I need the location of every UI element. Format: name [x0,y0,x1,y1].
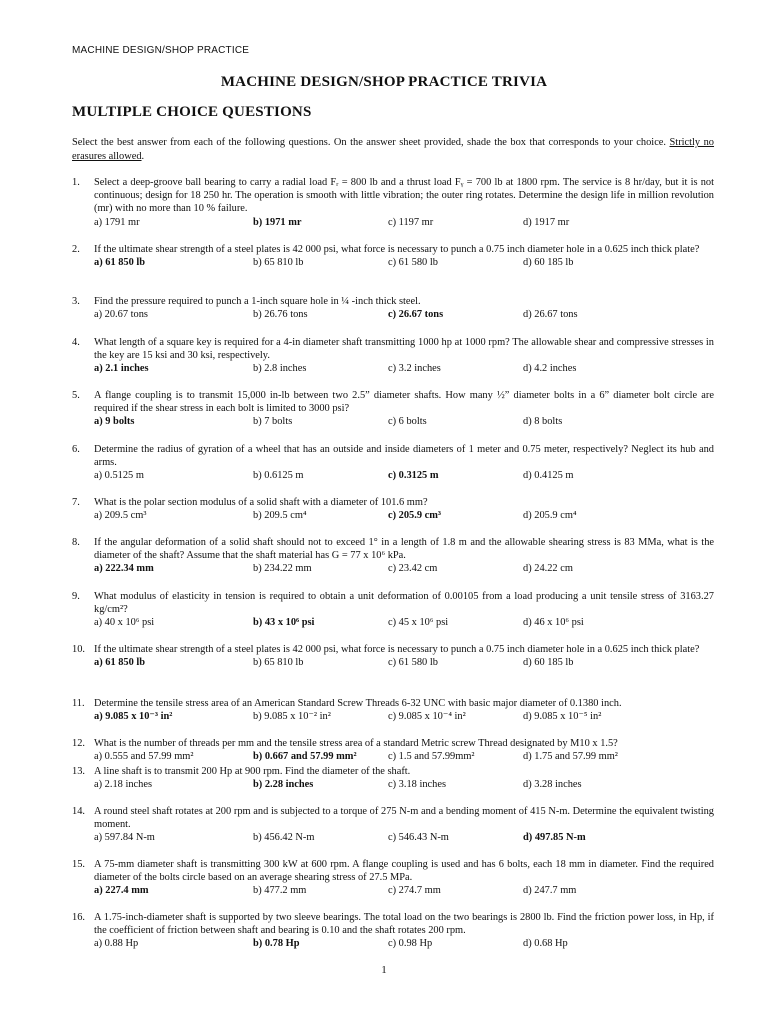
choice-a: a) 222.34 mm [94,563,154,575]
choice-d: d) 24.22 cm [523,563,573,575]
choices [94,415,714,429]
question-stem: What modulus of elasticity in tension is required to obtain a unit deformation of 0.00105 from a load producing a unit tensile stress of 3163.27 kg/cm²? [94,591,714,616]
choice-b: b) 2.8 inches [253,363,307,375]
question-15 [72,858,714,898]
question-number: 3. [72,296,80,307]
choice-b: b) 7 bolts [253,416,293,428]
choice-c: c) 0.3125 m [388,470,439,482]
choice-a: a) 2.18 inches [94,779,152,791]
choice-c: c) 0.98 Hp [388,938,433,950]
question-number: 16. [72,912,85,923]
choice-d: d) 205.9 cm⁴ [523,510,577,522]
choices [94,509,714,523]
question-10 [72,643,714,670]
question-number: 8. [72,537,80,548]
choice-d: d) 3.28 inches [523,779,582,791]
choice-a: a) 61 850 lb [94,657,146,669]
question-16 [72,911,714,951]
question-number: 2. [72,244,80,255]
choice-d: d) 46 x 10⁶ psi [523,617,584,629]
choice-b: b) 9.085 x 10⁻² in² [253,711,331,723]
question-9 [72,590,714,630]
question-stem: What length of a square key is required for a 4-in diameter shaft transmitting 1000 hp at 1000 rpm? The allowable shear and compressive stresses in the key are 15 ksi and 30 ksi, respectively. [94,337,714,362]
choice-a: a) 40 x 10⁶ psi [94,617,155,629]
choices [94,216,714,230]
choices [94,616,714,630]
choice-c: c) 9.085 x 10⁻⁴ in² [388,711,466,723]
choices [94,937,714,951]
choice-c: c) 45 x 10⁶ psi [388,617,449,629]
choice-a: a) 20.67 tons [94,309,148,321]
question-number: 10. [72,644,85,655]
question-13 [72,765,714,792]
choice-b: b) 43 x 10⁶ psi [253,617,315,629]
choices [94,656,714,670]
choice-a: a) 0.555 and 57.99 mm² [94,751,194,763]
question-number: 9. [72,591,80,602]
choices [94,469,714,483]
question-stem: Find the pressure required to punch a 1-inch square hole in ¼ -inch thick steel. [94,296,421,307]
choices [94,308,714,322]
choices [94,750,714,764]
instructions-end: . [141,150,145,162]
choice-b: b) 234.22 mm [253,563,312,575]
choice-d: d) 1917 mr [523,216,570,228]
choice-a: a) 597.84 N-m [94,832,155,844]
choice-a: a) 61 850 lb [94,257,146,269]
choice-d: d) 4.2 inches [523,363,577,375]
question-number: 1. [72,177,80,188]
choice-b: b) 0.6125 m [253,470,304,482]
choice-c: c) 205.9 cm³ [388,510,442,522]
choice-a: a) 9 bolts [94,416,135,428]
question-number: 6. [72,444,80,455]
choice-d: d) 1.75 and 57.99 mm² [523,751,618,763]
choice-d: d) 0.4125 m [523,470,574,482]
question-stem: If the angular deformation of a solid shaft should not to exceed 1° in a length of 1.8 m and the allowable shearing stress is 83 MMa, what is the diameter of the shaft? Assume that the shaft material has G = 77 x 10⁶ kPa. [94,537,714,562]
question-number: 11. [72,698,85,709]
choice-d: d) 497.85 N-m [523,832,586,844]
choice-d: d) 247.7 mm [523,885,577,897]
choice-b: b) 0.667 and 57.99 mm² [253,751,357,763]
question-number: 14. [72,806,85,817]
choices [94,710,714,724]
question-3 [72,295,714,322]
running-header: MACHINE DESIGN/SHOP PRACTICE [72,45,250,56]
question-4 [72,336,714,376]
question-number: 4. [72,337,80,348]
choice-b: b) 65 810 lb [253,657,304,669]
choice-c: c) 3.2 inches [388,363,441,375]
choice-a: a) 2.1 inches [94,363,149,375]
choice-c: c) 3.18 inches [388,779,446,791]
choice-c: c) 23.42 cm [388,563,438,575]
choice-a: a) 227.4 mm [94,885,149,897]
question-number: 7. [72,497,80,508]
section-title: MULTIPLE CHOICE QUESTIONS [72,104,312,120]
question-stem: A flange coupling is to transmit 15,000 in-lb between two 2.5” diameter shafts. How many ½” diameter bolts in a 6” diameter bolt circle are required if the shear stress in each bolt is limited to 3000 psi? [94,390,714,415]
choices [94,831,714,845]
choice-c: c) 546.43 N-m [388,832,449,844]
choice-c: c) 61 580 lb [388,257,438,269]
question-11 [72,697,714,724]
question-stem: Select a deep-groove ball bearing to carry a radial load Fᵣ = 800 lb and a thrust load Fᵧ = 700 lb at 1800 rpm. The service is 8 hr/day, but it is not continuous; design for 18 250 hr. The operation is smooth with little vibration; the outer ring rotates. Determine the design life in million revolution (mr) with no more than 10 % failure. [94,177,714,215]
choice-b: b) 0.78 Hp [253,938,300,950]
question-2 [72,243,714,270]
page-number: 1 [381,964,387,976]
choice-b: b) 26.76 tons [253,309,308,321]
choice-c: c) 6 bolts [388,416,427,428]
choices [94,362,714,376]
choices [94,884,714,898]
choice-b: b) 65 810 lb [253,257,304,269]
question-stem: If the ultimate shear strength of a steel plates is 42 000 psi, what force is necessary to punch a 0.75 inch diameter hole in a 0.625 inch thick plate? [94,644,700,655]
question-stem: A round steel shaft rotates at 200 rpm and is subjected to a torque of 275 N-m and a bending moment of 415 N-m. Determine the equivalent twisting moment. [94,806,714,831]
choice-d: d) 8 bolts [523,416,563,428]
choice-b: b) 209.5 cm⁴ [253,510,307,522]
choice-a: a) 9.085 x 10⁻³ in² [94,711,173,723]
question-number: 15. [72,859,85,870]
choice-d: d) 26.67 tons [523,309,578,321]
choice-a: a) 0.5125 m [94,470,144,482]
choice-c: c) 26.67 tons [388,309,444,321]
question-stem: Determine the tensile stress area of an American Standard Screw Threads 6-32 UNC with basic major diameter of 0.1380 inch. [94,698,622,709]
choice-b: b) 1971 mr [253,216,302,228]
choice-c: c) 1197 mr [388,216,434,228]
choice-c: c) 274.7 mm [388,885,441,897]
question-14 [72,805,714,845]
choice-d: d) 60 185 lb [523,257,574,269]
question-1 [72,176,714,230]
choice-a: a) 1791 mr [94,216,140,228]
question-stem: If the ultimate shear strength of a steel plates is 42 000 psi, what force is necessary to punch a 0.75 inch diameter hole in a 0.625 inch thick plate? [94,244,700,255]
choices [94,256,714,270]
instructions [72,136,714,163]
question-stem: A 75-mm diameter shaft is transmitting 300 kW at 600 rpm. A flange coupling is used and has 6 bolts, each 18 mm in diameter. Find the required diameter of the bolts circle based on an average shearing stress of 27.5 MPa. [94,859,714,884]
question-stem: What is the number of threads per mm and the tensile stress area of a standard Metric screw Thread designated by M10 x 1.5? [94,738,618,749]
choice-d: d) 0.68 Hp [523,938,568,950]
choice-b: b) 2.28 inches [253,779,314,791]
choice-a: a) 209.5 cm³ [94,510,147,522]
question-stem: A 1.75-inch-diameter shaft is supported by two sleeve bearings. The total load on the two bearings is 2800 lb. Find the friction power loss, in Hp, if the coefficient of friction between shaft and bearing is 0.10 and the shaft rotates 200 rpm. [94,912,714,937]
choice-d: d) 60 185 lb [523,657,574,669]
question-number: 5. [72,390,80,401]
choices [94,778,714,792]
choice-a: a) 0.88 Hp [94,938,139,950]
document-title: MACHINE DESIGN/SHOP PRACTICE TRIVIA [220,74,548,90]
question-8 [72,536,714,576]
question-7 [72,496,714,523]
choice-c: c) 1.5 and 57.99mm² [388,751,475,763]
question-6 [72,443,714,483]
choice-d: d) 9.085 x 10⁻⁵ in² [523,711,602,723]
choice-c: c) 61 580 lb [388,657,438,669]
question-stem: A line shaft is to transmit 200 Hp at 900 rpm. Find the diameter of the shaft. [94,766,411,777]
question-number: 12. [72,738,85,749]
question-stem: Determine the radius of gyration of a wheel that has an outside and inside diameters of 1 meter and 0.75 meter, respectively? Neglect its hub and arms. [94,444,714,469]
question-5 [72,389,714,429]
choice-b: b) 477.2 mm [253,885,307,897]
question-stem: What is the polar section modulus of a solid shaft with a diameter of 101.6 mm? [94,497,428,508]
choice-b: b) 456.42 N-m [253,832,315,844]
instructions-text: Select the best answer from each of the following questions. On the answer sheet provided, shade the box that corresponds to your choice. [72,137,667,148]
choices [94,562,714,576]
instructions-emphasis: Strictly no erasures allowed [72,137,715,162]
question-12 [72,737,714,764]
question-number: 13. [72,766,85,777]
